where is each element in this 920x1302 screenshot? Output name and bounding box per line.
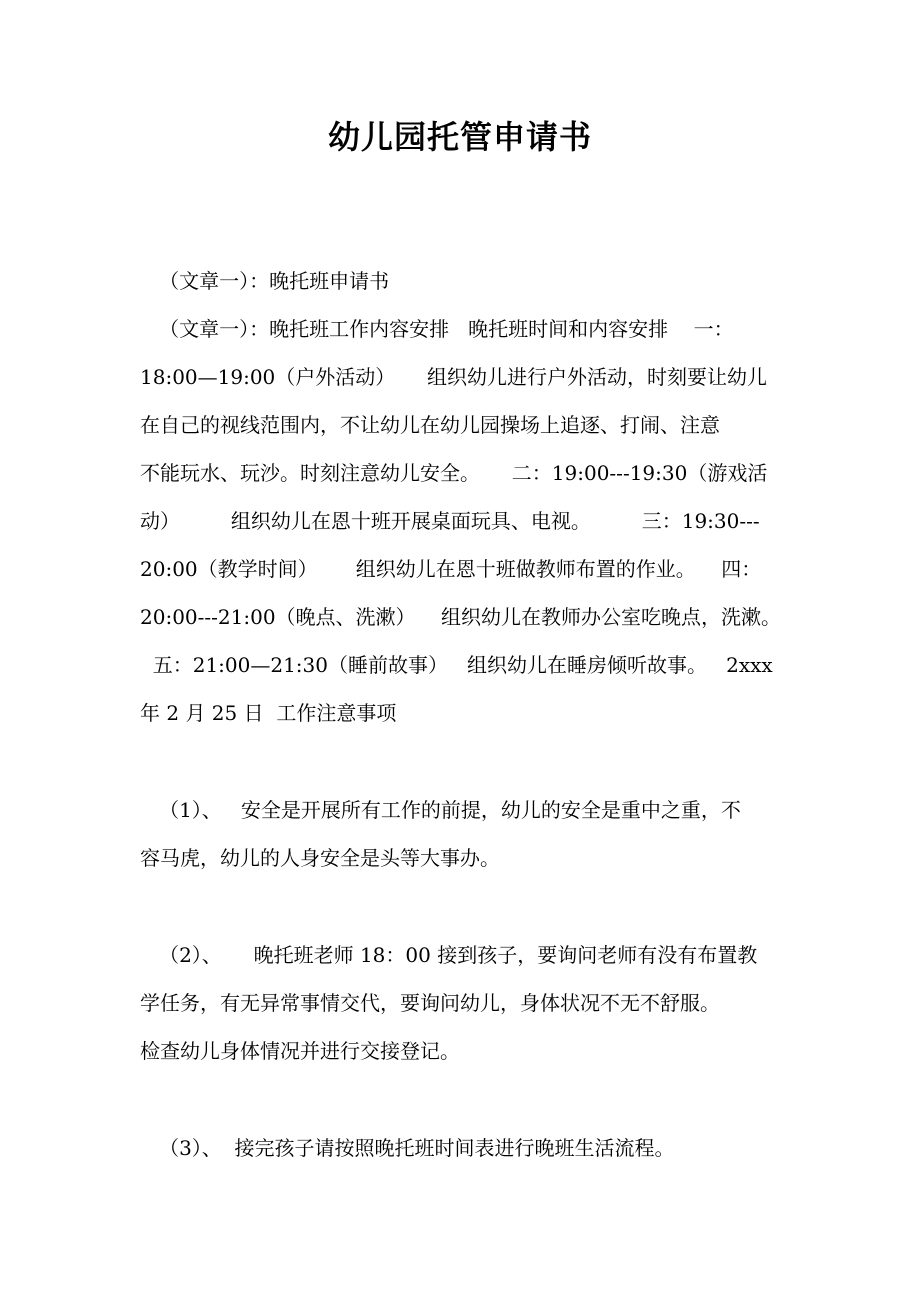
- body-line: 学任务，有无异常事情交代，要询问幼儿，身体状况不无不舒服。: [140, 991, 720, 1015]
- body-line: （1）、 安全是开展所有工作的前提，幼儿的安全是重中之重，不: [140, 798, 741, 822]
- body-line: 20:00---21:00（晚点、洗漱） 组织幼儿在教师办公室吃晚点，洗漱。: [140, 605, 781, 629]
- body-line: 动） 组织幼儿在恩十班开展桌面玩具、电视。 三：19:30---: [140, 509, 760, 533]
- body-line: 在自己的视线范围内，不让幼儿在幼儿园操场上追逐、打闹、注意: [140, 413, 720, 437]
- body-line: 年 2 月 25 日 工作注意事项: [140, 701, 397, 725]
- body-line: （文章一）：晚托班申请书: [140, 269, 390, 293]
- body-line: （文章一）：晚托班工作内容安排 晚托班时间和内容安排 一：: [140, 317, 734, 341]
- document-title: 幼儿园托管申请书: [327, 118, 592, 156]
- body-line: 不能玩水、玩沙。时刻注意幼儿安全。 二：19:00---19:30（游戏活: [140, 461, 768, 485]
- body-line: 检查幼儿身体情况并进行交接登记。: [140, 1039, 460, 1063]
- body-line: 20:00（教学时间） 组织幼儿在恩十班做教师布置的作业。 四：: [140, 557, 762, 581]
- body-line: 容马虎，幼儿的人身安全是头等大事办。: [140, 846, 500, 870]
- body-line: （2）、 晚托班老师 18：00 接到孩子，要询问老师有没有布置教: [140, 943, 758, 967]
- body-line: 18:00—19:00（户外活动） 组织幼儿进行户外活动，时刻要让幼儿: [140, 365, 768, 389]
- body-line: （3）、 接完孩子请按照晚托班时间表进行晚班生活流程。: [140, 1136, 675, 1160]
- body-line: 五：21:00—21:30（睡前故事） 组织幼儿在睡房倾听故事。 2xxx: [140, 653, 773, 677]
